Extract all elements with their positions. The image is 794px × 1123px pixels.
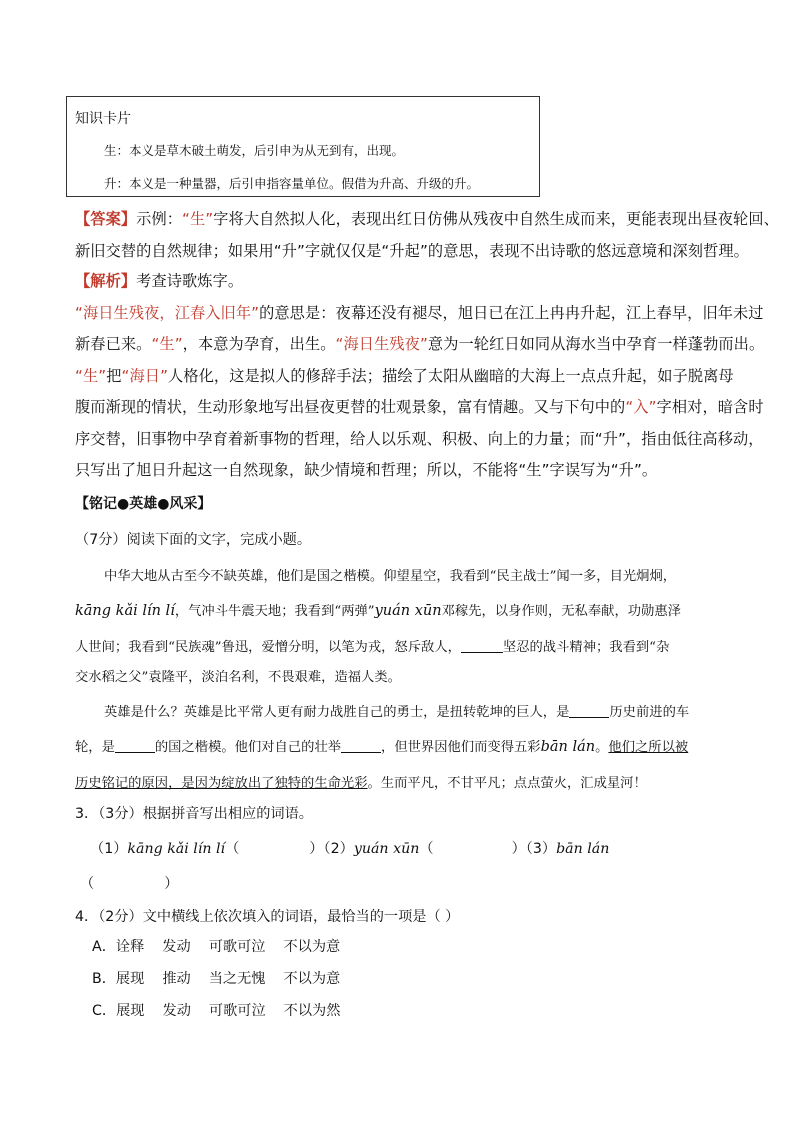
passage-p1-line1: 中华大地从古至今不缺英雄，他们是国之楷模。仰望星空，我看到“民主战士”闻一多，目光炯炯， (104, 569, 677, 584)
option-word: 展现 (116, 1003, 145, 1019)
analysis-quote: “生” (151, 335, 183, 353)
analysis-text: 新春已来。 (75, 335, 152, 353)
answer-line-1 (75, 208, 779, 229)
option-word: 不以为意 (283, 971, 341, 987)
option-word: 发动 (162, 939, 191, 955)
fill-blank (341, 739, 381, 753)
passage-text: 。生而平凡，不甘平凡；点点萤火，汇成星河！ (367, 776, 647, 791)
answer-prefix: 示例： (136, 210, 183, 228)
analysis-line-6: 只写出了旭日升起这一自然现象，缺少情境和哲理；所以，不能将“生”字误写为“升”。 (75, 461, 658, 479)
card-line-sheng: 生：本义是草木破土萌发，后引申为从无到有，出现。 (104, 143, 405, 158)
bracket: （ (419, 841, 434, 857)
answer-line-2: 新旧交替的自然规律；如果用“升”字就仅仅是“升起”的意思，表现不出诗歌的悠远意境和深刻哲理。 (75, 242, 749, 260)
passage-text: 邓稼先，以身作则，无私奉献，功勋惠泽 (441, 604, 681, 619)
pinyin: kāng kǎi lín lí (75, 603, 175, 619)
pinyin: yuán xūn (374, 603, 442, 619)
analysis-quote: “海日” (121, 367, 169, 385)
q4-option-a[interactable] (92, 936, 358, 956)
passage-p1-line2 (75, 600, 681, 619)
answer-quote: “生” (182, 210, 214, 228)
analysis-tag: 【解析】 (75, 272, 137, 290)
bracket: （ (80, 876, 95, 892)
passage-p1-line3 (75, 636, 669, 655)
passage-text: ，但世界因他们而变得五彩 (381, 740, 541, 755)
pinyin: bān lán (540, 739, 596, 755)
passage-text: 人世间；我看到“民族魂”鲁迅，爱憎分明，以笔为戎，怒斥敌人， (75, 640, 461, 655)
section-instruction: （7分）阅读下面的文字，完成小题。 (75, 532, 312, 548)
analysis-quote: “海日生残夜” (335, 335, 428, 353)
passage-text: 坚忍的战斗精神；我看到“杂 (502, 640, 670, 655)
option-label: A． (92, 939, 116, 955)
passage-text: 。 (595, 740, 609, 755)
option-word: 可歌可泣 (208, 1003, 266, 1019)
passage-p2-line3 (75, 772, 647, 791)
analysis-text: 腹而渐现的情状，生动形象地写出昼夜更替的壮观景象，富有情趣。又与下句中的 (75, 398, 626, 416)
option-word: 可歌可泣 (208, 939, 266, 955)
analysis-text: ，本意为孕育，出生。 (182, 335, 336, 353)
option-word: 诠释 (115, 939, 145, 955)
passage-text: 历史前进的车 (609, 705, 690, 720)
analysis-text: 字相对，暗含时 (656, 398, 764, 416)
option-word: 不以为然 (283, 1003, 341, 1019)
underlined-sentence: 历史铭记的原因，是因为绽放出了独特的生命光彩 (75, 776, 368, 791)
underlined-sentence: 他们之所以被 (608, 740, 689, 755)
passage-text: 的国之楷模。他们对自己的壮举 (154, 740, 342, 755)
pinyin: bān lán (556, 841, 610, 857)
answer-tag: 【答案】 (75, 210, 137, 228)
q4-option-c[interactable] (92, 1000, 358, 1020)
analysis-line-3 (75, 365, 734, 386)
bracket: ） (164, 876, 179, 892)
fill-blank (569, 704, 609, 718)
q3-stem: 3．（3分）根据拼音写出相应的词语。 (75, 806, 313, 822)
passage-text: ，气冲斗牛震天地；我看到“两弹” (174, 604, 375, 619)
option-word: 展现 (115, 971, 145, 987)
analysis-line-0 (75, 270, 243, 291)
passage-p2-line2 (75, 736, 688, 755)
analysis-text: 的意思是：夜幕还没有褪尽，旭日已在江上冉冉升起，江上春早，旧年未过 (259, 304, 764, 322)
option-word: 发动 (162, 1003, 191, 1019)
fill-blank (115, 739, 155, 753)
answer-text: 字将大自然拟人化，表现出红日仿佛从残夜中自然生成而来，更能表现出昼夜轮回、 (213, 210, 779, 228)
q4-option-b[interactable] (92, 968, 358, 988)
analysis-intro: 考查诗歌炼字。 (136, 272, 244, 290)
bracket: ） (511, 841, 526, 857)
analysis-quote: “海日生残夜，江春入旧年” (75, 304, 260, 322)
q3-item-label: （3） (525, 841, 557, 857)
section-heading: 【铭记●英雄●风采】 (75, 496, 212, 512)
pinyin: yuán xūn (353, 841, 420, 857)
analysis-quote: “入” (625, 398, 657, 416)
analysis-text: 把 (106, 367, 122, 385)
bracket: ） (309, 841, 324, 857)
option-word: 推动 (162, 971, 191, 987)
analysis-line-1 (75, 302, 764, 323)
q3-item-label: （2） (323, 841, 354, 857)
analysis-quote: “生” (75, 367, 107, 385)
fill-blank (461, 639, 503, 653)
passage-text: 英雄是什么？英雄是比平常人更有耐力战胜自己的勇士，是扭转乾坤的巨人，是 (104, 705, 570, 720)
passage-text: 轮，是 (75, 740, 115, 755)
analysis-text: 人格化，这是拟人的修辞手法；描绘了太阳从幽暗的大海上一点点升起，如子脱离母 (168, 367, 734, 385)
analysis-text: 意为一轮红日如同从海水当中孕育一样蓬勃而出。 (427, 335, 765, 353)
passage-p2-line1 (104, 701, 689, 720)
q3-item3-answer (80, 873, 178, 893)
card-title: 知识卡片 (75, 111, 131, 127)
q3-item-label: （1） (90, 841, 128, 857)
analysis-line-4 (75, 396, 764, 417)
option-label: B． (92, 971, 116, 987)
q3-items (90, 838, 609, 858)
pinyin: kāng kǎi lín lí (127, 841, 226, 857)
option-word: 不以为意 (283, 939, 341, 955)
q4-stem: 4．（2分）文中横线上依次填入的词语，最恰当的一项是（ ） (75, 909, 460, 925)
analysis-line-2 (75, 333, 764, 354)
analysis-line-5: 序交替，旧事物中孕育着新事物的哲理，给人以乐观、积极、向上的力量；而“升”，指由低往高移动， (75, 430, 764, 448)
bracket: （ (225, 841, 240, 857)
card-line-sheng2: 升：本义是一种量器，后引申指容量单位。假借为升高、升级的升。 (104, 176, 480, 191)
passage-p1-line4: 交水稻之父”袁隆平，淡泊名利，不畏艰难，造福人类。 (75, 670, 401, 685)
option-word: 当之无愧 (208, 971, 266, 987)
option-label: C． (92, 1003, 117, 1019)
